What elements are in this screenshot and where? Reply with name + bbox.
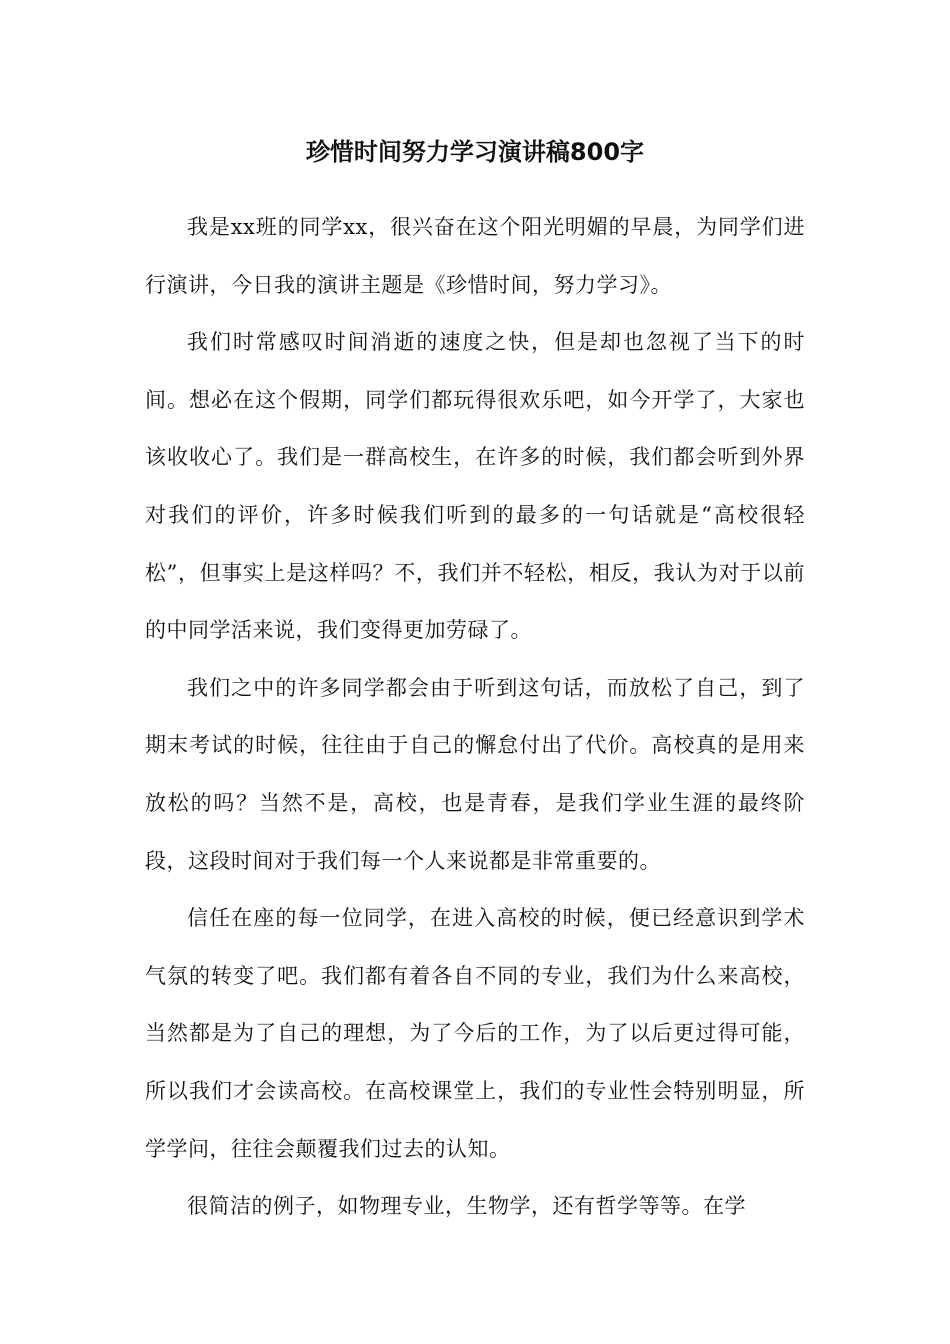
paragraph-2: 我们时常感叹时间消逝的速度之快，但是却也忽视了当下的时间。想必在这个假期，同学们都玩得很欢乐吧，如今开学了，大家也该收收心了。我们是一群高校生，在许多的时候，我们都会听到外界对我们的评价，许多时候我们听到的最多的一句话就是“高校很轻松”，但事实上是这样吗？不，我们并不轻松，相反，我认为对于以前的中同学活来说，我们变得更加劳碌了。 (145, 330, 805, 643)
paragraph-1: 我是xx班的同学xx，很兴奋在这个阳光明媚的早晨，为同学们进行演讲，今日我的演讲主题是《珍惜时间，努力学习》。 (145, 215, 805, 297)
document-body (145, 199, 805, 1236)
paragraph-3: 我们之中的许多同学都会由于听到这句话，而放松了自己，到了期末考试的时候，往往由于自己的懈怠付出了代价。高校真的是用来放松的吗？当然不是，高校，也是青春，是我们学业生涯的最终阶段，这段时间对于我们每一个人来说都是非常重要的。 (145, 675, 805, 873)
document-title: 珍惜时间努力学习演讲稿800字 (305, 138, 645, 166)
paragraph-5: 很简洁的例子，如物理专业，生物学，还有哲学等等。在学 (187, 1194, 746, 1219)
paragraph-4: 信任在座的每一位同学，在进入高校的时候，便已经意识到学术气氛的转变了吧。我们都有着各自不同的专业，我们为什么来高校，当然都是为了自己的理想，为了今后的工作，为了以后更过得可能，所以我们才会读高校。在高校课堂上，我们的专业性会特别明显，所学学问，往往会颠覆我们过去的认知。 (145, 906, 805, 1161)
